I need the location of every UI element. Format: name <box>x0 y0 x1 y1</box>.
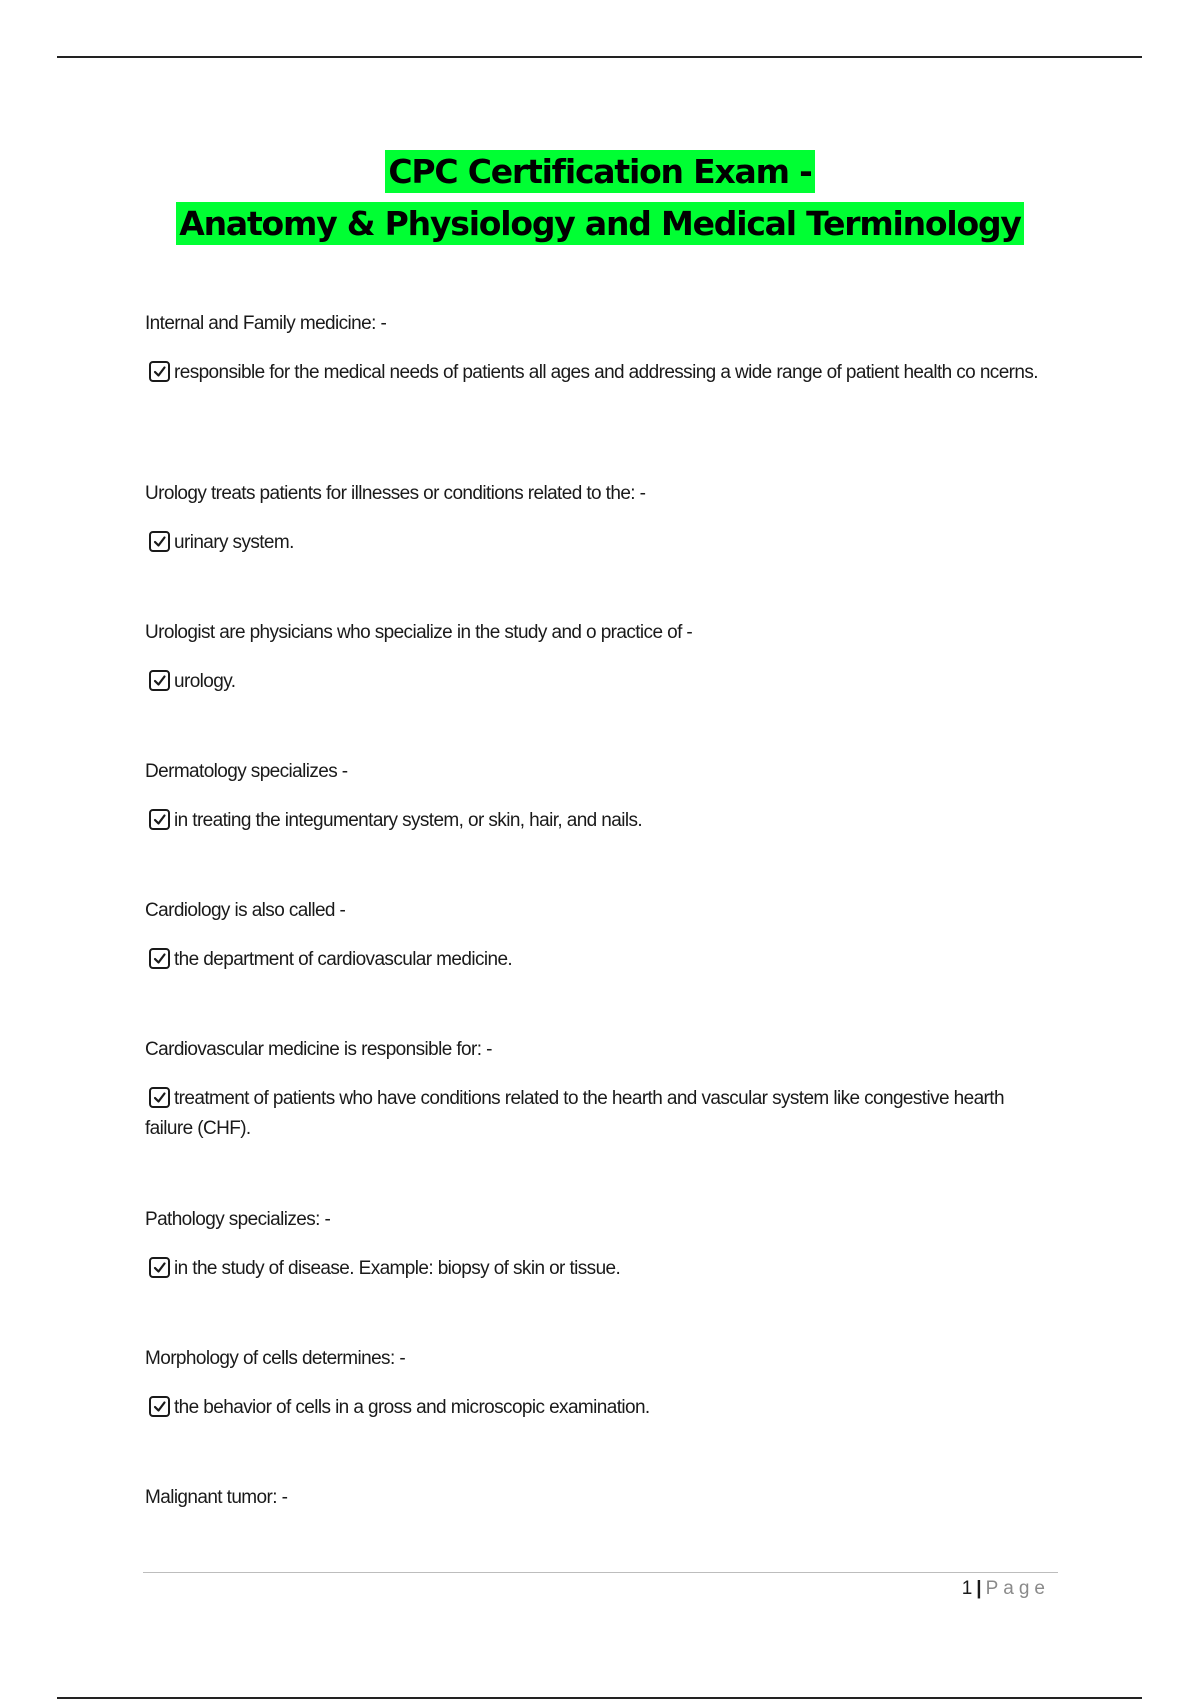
checkbox-checked-icon <box>149 809 170 830</box>
page-separator: | <box>976 1578 982 1599</box>
qa-item <box>145 480 1055 619</box>
page-number: 1 <box>961 1578 973 1599</box>
question-text: Internal and Family medicine: - <box>145 313 387 334</box>
answer-text: the department of cardiovascular medicine. <box>174 949 513 970</box>
question-text: Cardiovascular medicine is responsible for: - <box>145 1039 492 1060</box>
answer-text: urology. <box>174 671 236 692</box>
answer <box>145 1393 1055 1423</box>
checkbox-checked-icon <box>149 1257 170 1278</box>
answer <box>145 667 1055 697</box>
qa-item <box>145 310 1055 480</box>
checkbox-checked-icon <box>149 670 170 691</box>
checkbox-checked-icon <box>149 361 170 382</box>
qa-item <box>145 1345 1055 1484</box>
answer <box>145 528 1055 558</box>
qa-item <box>145 897 1055 1036</box>
top-rule <box>57 56 1142 58</box>
qa-item <box>145 1484 1055 1623</box>
qa-list <box>145 310 1055 1623</box>
page-footer <box>962 1578 1050 1600</box>
answer <box>145 1084 1055 1144</box>
question-text: Urologist are physicians who specialize in the study and o practice of - <box>145 622 693 643</box>
answer-text: urinary system. <box>174 532 294 553</box>
checkbox-checked-icon <box>149 1087 170 1108</box>
question-text: Malignant tumor: - <box>145 1487 288 1508</box>
footer-rule <box>143 1572 1058 1573</box>
question-text: Pathology specializes: - <box>145 1209 331 1230</box>
checkbox-checked-icon <box>149 531 170 552</box>
answer <box>145 806 1055 836</box>
answer-text: treatment of patients who have conditions related to the hearth and vascular system like congestive hearth failure (CHF). <box>145 1088 1004 1139</box>
qa-item <box>145 758 1055 897</box>
question-text: Urology treats patients for illnesses or conditions related to the: - <box>145 483 646 504</box>
answer-text: the behavior of cells in a gross and microscopic examination. <box>174 1397 650 1418</box>
qa-item <box>145 1206 1055 1345</box>
checkbox-checked-icon <box>149 1396 170 1417</box>
qa-item <box>145 1036 1055 1206</box>
answer-text: in treating the integumentary system, or skin, hair, and nails. <box>174 810 643 831</box>
answer <box>145 358 1055 388</box>
answer-text: in the study of disease. Example: biopsy of skin or tissue. <box>174 1258 621 1279</box>
answer-text: responsible for the medical needs of patients all ages and addressing a wide range of patient health co ncerns. <box>174 362 1038 383</box>
answer <box>145 945 1055 975</box>
question-text: Cardiology is also called - <box>145 900 346 921</box>
document-title <box>0 146 1200 250</box>
bottom-rule <box>57 1697 1142 1699</box>
title-line-1: CPC Certification Exam - <box>385 150 814 193</box>
question-text: Dermatology specializes - <box>145 761 348 782</box>
qa-item <box>145 619 1055 758</box>
checkbox-checked-icon <box>149 948 170 969</box>
answer <box>145 1254 1055 1284</box>
question-text: Morphology of cells determines: - <box>145 1348 406 1369</box>
page-label: Page <box>985 1578 1050 1599</box>
title-line-2: Anatomy & Physiology and Medical Terminology <box>176 202 1023 245</box>
